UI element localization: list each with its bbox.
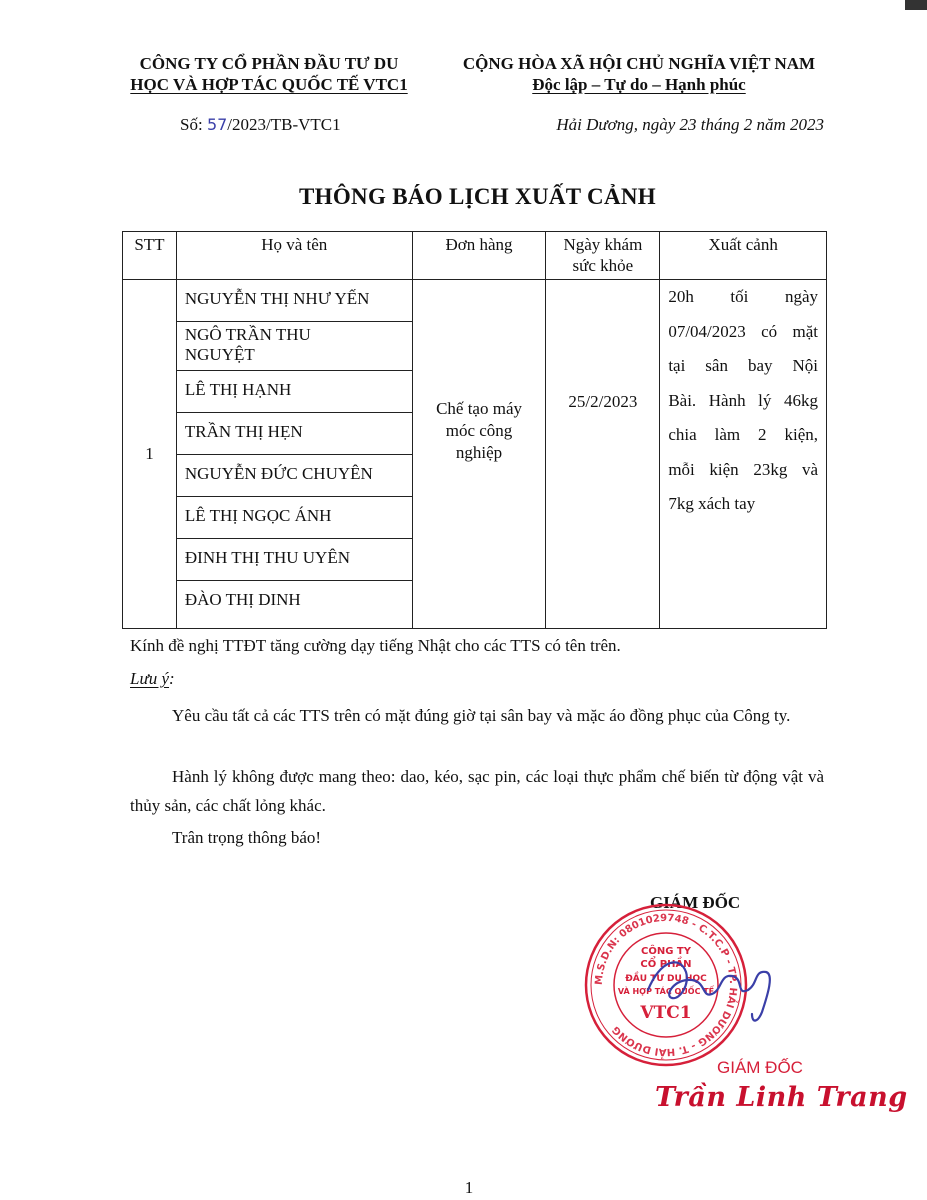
request-paragraph: Kính đề nghị TTĐT tăng cường dạy tiếng Nhật cho các TTS có tên trên. (130, 636, 621, 655)
header-stt: STT (123, 232, 177, 280)
departure-line: 07/04/2023 có mặt (668, 321, 818, 341)
svg-text:M.S.D.N: 0801029748 - C.T.C.P: M.S.D.N: 0801029748 - C.T.C.P - TP. HẢI DƯƠNG - T. HẢI DƯƠNG (593, 912, 739, 1058)
svg-text:VÀ HỢP TÁC QUỐC TẾ: VÀ HỢP TÁC QUỐC TẾ (617, 987, 715, 996)
document-date: Hải Dương, ngày 23 tháng 2 năm 2023 (556, 115, 824, 134)
handwritten-number: 57 (206, 115, 228, 134)
header-order: Đơn hàng (412, 232, 546, 280)
trainee-name: ĐINH THỊ THU UYÊN (177, 539, 412, 581)
svg-text:CỔ PHẦN: CỔ PHẦN (640, 959, 692, 970)
departure-line: chia làm 2 kiện, (668, 425, 818, 444)
nation-name: CỘNG HÒA XÃ HỘI CHỦ NGHĨA VIỆT NAM (462, 54, 816, 73)
cell-health-check-date: 25/2/2023 (546, 280, 660, 629)
company-name (108, 53, 430, 95)
cell-order: Chế tạo máy móc công nghiệp (412, 280, 546, 629)
note-label: Lưu ý: (130, 669, 175, 688)
departure-line: 20h tối ngày (668, 287, 818, 306)
departure-line: mỗi kiện 23kg và (668, 459, 818, 479)
cell-names (176, 280, 412, 629)
note-luggage: Hành lý không được mang theo: dao, kéo, sạc pin, các loại thực phẩm chế biến từ động vật và thủy sản, các chất lỏng khác. (130, 767, 824, 815)
scan-edge-mark (905, 0, 927, 10)
closing: Trân trọng thông báo! (172, 828, 322, 847)
cell-stt: 1 (123, 280, 177, 629)
header-departure: Xuất cảnh (660, 232, 827, 280)
handwritten-signature (640, 950, 780, 1030)
departure-line: 7kg xách tay (668, 494, 756, 513)
trainee-name: ĐÀO THỊ DINH (184, 590, 301, 609)
departure-line: tại sân bay Nội (668, 356, 818, 375)
trainee-name: NGUYỄN ĐỨC CHUYÊN (177, 455, 412, 497)
stamp-signer-title: GIÁM ĐỐC (717, 1058, 803, 1077)
document-number: Số: 57/2023/TB-VTC1 (180, 115, 341, 134)
trainee-name: LÊ THỊ NGỌC ÁNH (177, 497, 412, 539)
cell-departure (660, 280, 827, 629)
trainee-name: LÊ THỊ HẠNH (177, 371, 412, 413)
motto: Độc lập – Tự do – Hạnh phúc (532, 75, 746, 94)
company-name-line2: HỌC VÀ HỢP TÁC QUỐC TẾ VTC1 (130, 75, 408, 94)
national-motto (448, 53, 830, 95)
trainee-name: NGÔ TRẦN THU NGUYỆT (177, 322, 412, 371)
header-health-check: Ngày khám sức khỏe (546, 232, 660, 280)
svg-text:ĐẦU TƯ DU HỌC: ĐẦU TƯ DU HỌC (625, 974, 707, 984)
company-name-line1: CÔNG TY CỔ PHẦN ĐẦU TƯ DU (139, 54, 399, 73)
signer-title: GIÁM ĐỐC (650, 893, 741, 912)
document-title: THÔNG BÁO LỊCH XUẤT CẢNH (299, 184, 656, 209)
svg-text:CÔNG TY: CÔNG TY (641, 946, 691, 957)
table-row (123, 280, 827, 629)
table-header-row (123, 232, 827, 280)
departure-table (122, 231, 827, 629)
departure-line: Bài. Hành lý 46kg (668, 390, 818, 410)
page-number: 1 (464, 1178, 474, 1197)
signer-name: Trần Linh Trang (655, 1082, 908, 1113)
note-uniform: Yêu cầu tất cả các TTS trên có mặt đúng giờ tại sân bay và mặc áo đồng phục của Công ty. (172, 706, 791, 725)
header-name: Họ và tên (176, 232, 412, 280)
svg-text:VTC1: VTC1 (640, 1003, 692, 1023)
trainee-name: NGUYỄN THỊ NHƯ YẾN (177, 280, 412, 322)
trainee-name: TRẦN THỊ HẸN (177, 413, 412, 455)
